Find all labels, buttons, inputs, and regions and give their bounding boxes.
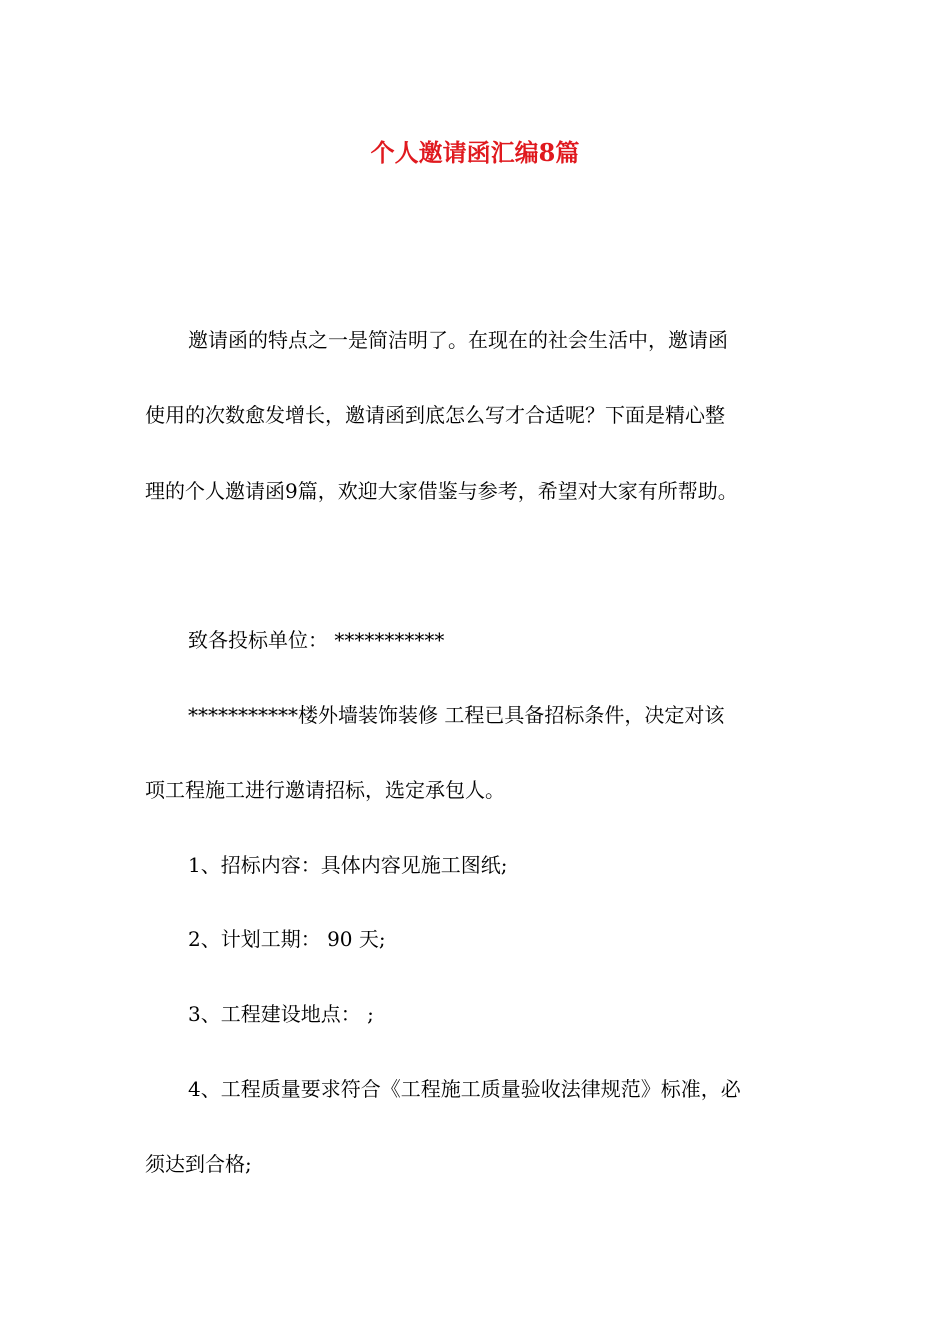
letter-body-line-1: ***********楼外墙装饰装修 工程已具备招标条件，决定对该 (188, 703, 725, 727)
list-item-4-line-2: 须达到合格; (145, 1152, 252, 1176)
intro-line-3: 理的个人邀请函9篇，欢迎大家借鉴与参考，希望对大家有所帮助。 (145, 479, 738, 503)
intro-line-1: 邀请函的特点之一是简洁明了。在现在的社会生活中，邀请函 (188, 328, 728, 352)
intro-line-2: 使用的次数愈发增长，邀请函到底怎么写才合适呢？下面是精心整 (145, 403, 725, 427)
list-item-3: 3、工程建设地点： ; (188, 1002, 374, 1026)
list-item-2: 2、计划工期： 90 天; (188, 927, 386, 951)
document-title: 个人邀请函汇编8篇 (370, 138, 580, 167)
salutation: 致各投标单位： *********** (188, 628, 445, 652)
letter-body-line-2: 项工程施工进行邀请招标，选定承包人。 (145, 778, 505, 802)
list-item-4-line-1: 4、工程质量要求符合《工程施工质量验收法律规范》标准，必 (188, 1077, 741, 1101)
list-item-1: 1、招标内容：具体内容见施工图纸; (188, 853, 508, 877)
